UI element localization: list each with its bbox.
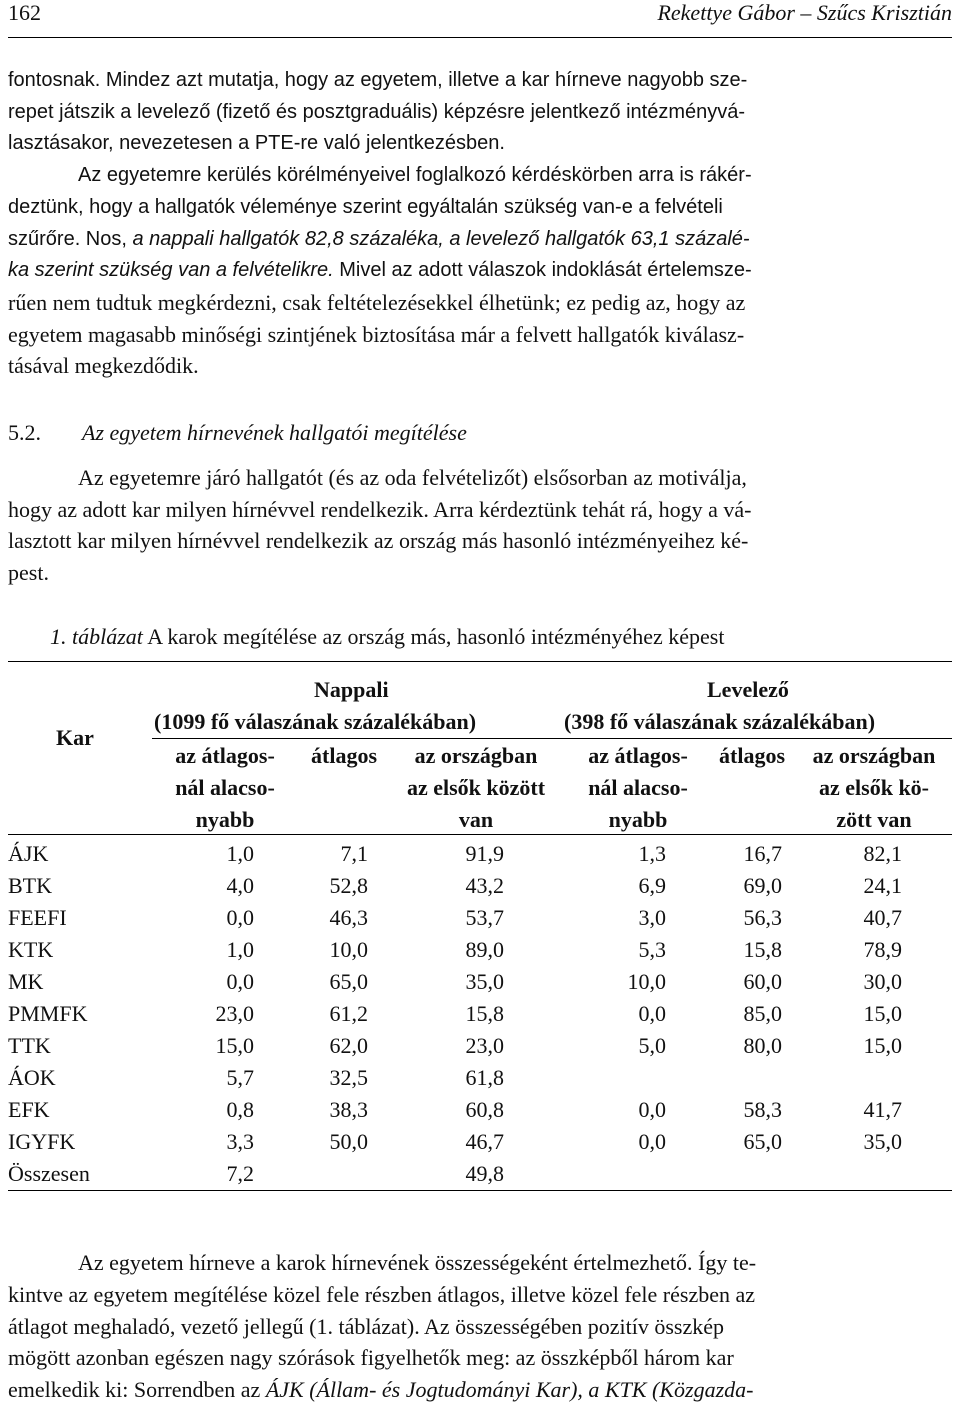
header-nappali-sub: (1099 fő válaszának százalékában) [154, 709, 477, 734]
paragraph-1 [8, 65, 952, 382]
table-cell: 30,0 [863, 969, 902, 994]
text-line [8, 255, 952, 287]
header-levelezo-top: az országban az elsők kö- zött van [812, 743, 936, 832]
text-line: fontosnak. Mindez azt mutatja, hogy az egyetem, illetve a kar hírneve nagyobb sze- [8, 69, 748, 91]
header-levelezo-avg: átlagos [719, 743, 785, 768]
table-row [8, 1126, 952, 1158]
text-span: Az egyetem hírneve a karok hírnevének összességeként értelmezhető. Így te- [78, 1250, 757, 1275]
table-cell-kar: BTK [8, 873, 52, 898]
text-line: pest. [8, 559, 49, 585]
header-nappali: Nappali [314, 677, 389, 702]
table-cell: 15,0 [863, 1001, 902, 1026]
emphasis: a nappali hallgatók 82,8 százaléka, a levelező hallgatók 63,1 százalé- [132, 227, 750, 250]
table-label: 1. táblázat [50, 624, 143, 649]
table-cell: 46,7 [465, 1129, 504, 1154]
table-cell: 4,0 [226, 873, 254, 898]
table-cell: 0,0 [638, 1129, 666, 1154]
table-body [8, 838, 952, 1190]
table-cell-kar: ÁOK [8, 1065, 56, 1090]
table-caption-text: A karok megítélése az ország más, hasonló intézményéhez képest [142, 624, 725, 649]
table-cell: 1,0 [226, 937, 254, 962]
table-cell-kar: Összesen [8, 1161, 90, 1186]
table-cell: 41,7 [863, 1097, 902, 1122]
table-cell: 78,9 [863, 937, 902, 962]
table-cell-kar: KTK [8, 937, 54, 962]
table-cell: 65,0 [329, 969, 368, 994]
table-cell: 46,3 [329, 905, 368, 930]
table-cell: 38,3 [329, 1097, 368, 1122]
table-cell: 32,5 [329, 1065, 368, 1090]
emphasis: ka szerint szükség van a felvételikre. [8, 259, 334, 282]
header-rule [8, 37, 952, 38]
page-header [8, 0, 952, 30]
text-line [8, 1247, 952, 1279]
table-cell: 89,0 [465, 937, 504, 962]
table-row [8, 902, 952, 934]
table-cell-kar: MK [8, 969, 44, 994]
table-cell: 60,8 [465, 1097, 504, 1122]
table-cell: 56,3 [743, 905, 782, 930]
table-cell: 5,7 [226, 1065, 254, 1090]
table-cell-kar: EFK [8, 1097, 50, 1122]
running-title: Rekettye Gábor – Szűcs Krisztián [657, 0, 952, 25]
header-nappali-top: az országban az elsők között van [406, 743, 546, 832]
section-number: 5.2. [8, 420, 41, 445]
table-cell: 60,0 [743, 969, 782, 994]
table-cell: 7,2 [226, 1161, 254, 1186]
text-line: deztünk, hogy a hallgatók véleménye szerint egyáltalán szükség van-e a felvételi [8, 195, 723, 218]
table-cell: 1,0 [226, 841, 254, 866]
table-cell: 15,0 [215, 1033, 254, 1058]
section-title: Az egyetem hírnevének hallgatói megítélése [82, 420, 467, 445]
table-cell: 5,0 [638, 1033, 666, 1058]
table-cell: 65,0 [743, 1129, 782, 1154]
paragraph-3 [8, 1247, 952, 1406]
table-rule-group [152, 738, 952, 739]
table-row [8, 1062, 952, 1094]
table-cell: 80,0 [743, 1033, 782, 1058]
table-cell: 91,9 [465, 841, 504, 866]
table-cell: 1,3 [638, 841, 666, 866]
table-row [8, 838, 952, 870]
table-cell: 49,8 [465, 1161, 504, 1186]
text-span: Mivel az adott válaszok indoklását értelemsze- [333, 259, 752, 282]
table-cell: 50,0 [329, 1129, 368, 1154]
text-line: kintve az egyetem megítélése közel fele részben átlagos, illetve közel fele részben az [8, 1281, 756, 1307]
table-cell: 35,0 [863, 1129, 902, 1154]
table-cell: 85,0 [743, 1001, 782, 1026]
table-cell: 3,3 [226, 1129, 254, 1154]
table-cell: 40,7 [863, 905, 902, 930]
table-row [8, 870, 952, 902]
header-levelezo-below-avg: az átlagos- nál alacso- nyabb [588, 743, 688, 832]
text-line: lasztásakor, nevezetesen a PTE-re való jelentkezésben. [8, 132, 505, 155]
section-heading [8, 420, 467, 446]
table-cell: 10,0 [627, 969, 666, 994]
table-row [8, 966, 952, 998]
table-cell: 6,9 [638, 873, 666, 898]
paragraph-2 [8, 462, 952, 588]
table-rule-top [8, 661, 952, 662]
table-cell-kar: TTK [8, 1033, 51, 1058]
table-cell: 82,1 [863, 841, 902, 866]
table-cell: 0,0 [638, 1097, 666, 1122]
table-cell: 23,0 [215, 1001, 254, 1026]
table-cell: 62,0 [329, 1033, 368, 1058]
table-cell-kar: ÁJK [8, 841, 49, 866]
text-line [8, 462, 952, 494]
table-cell: 53,7 [465, 905, 504, 930]
page-number: 162 [8, 0, 41, 25]
table-cell: 0,0 [226, 969, 254, 994]
text-line: mögött azonban egészen nagy szórások figyelhetők meg: az összképből három kar [8, 1345, 734, 1371]
text-span: Az egyetemre járó hallgatót (és az oda felvételizőt) elsősorban az motiválja, [78, 465, 747, 490]
table-cell: 5,3 [638, 937, 666, 962]
text-line [8, 224, 952, 256]
table-cell-kar: IGYFK [8, 1129, 76, 1154]
emphasis: ÁJK (Állam- és Jogtudományi Kar), a KTK (Közgazda- [265, 1377, 754, 1403]
text-line: repet játszik a levelező (fizető és posztgraduális) képzésre jelentkező intézményvá- [8, 100, 746, 123]
table-row [8, 934, 952, 966]
text-line: Az egyetemre kerülés körélményeivel foglalkozó kérdéskörben arra is rákér- [78, 164, 752, 187]
table-cell: 58,3 [743, 1097, 782, 1122]
text-line: rűen nem tudtuk megkérdezni, csak feltételezésekkel élhetünk; ez pedig az, hogy az [8, 289, 746, 315]
table-cell: 52,8 [329, 873, 368, 898]
table-rule-bottom [8, 1190, 952, 1191]
table-row [8, 998, 952, 1030]
table-cell: 61,8 [465, 1065, 504, 1090]
text-line: hogy az adott kar milyen hírnévvel rendelkezik. Arra kérdeztünk tehát rá, hogy a vá- [8, 496, 752, 522]
text-span: emelkedik ki: Sorrendben az [8, 1377, 266, 1403]
table-cell: 43,2 [465, 873, 504, 898]
table-cell: 0,0 [226, 905, 254, 930]
table-cell: 61,2 [329, 1001, 368, 1026]
text-line [8, 1374, 952, 1406]
text-line: egyetem magasabb minőségi szintjének biztosítása már a felvett hallgatók kiválasz- [8, 321, 745, 347]
table-cell: 35,0 [465, 969, 504, 994]
table-cell: 15,0 [863, 1033, 902, 1058]
header-nappali-below-avg: az átlagos- nál alacso- nyabb [175, 743, 275, 832]
table-cell-kar: PMMFK [8, 1001, 88, 1026]
table-cell: 23,0 [465, 1033, 504, 1058]
table-cell: 15,8 [743, 937, 782, 962]
table-cell: 69,0 [743, 873, 782, 898]
table-row [8, 1158, 952, 1190]
table-cell: 24,1 [863, 873, 902, 898]
header-nappali-avg: átlagos [311, 743, 377, 768]
text-line: tásával megkezdődik. [8, 353, 199, 379]
header-kar: Kar [56, 725, 94, 750]
header-levelezo-sub: (398 fő válaszának százalékában) [564, 709, 876, 734]
table-row [8, 1094, 952, 1126]
table-cell: 15,8 [465, 1001, 504, 1026]
table-cell: 0,0 [638, 1001, 666, 1026]
table-cell: 10,0 [329, 937, 368, 962]
text-line: lasztott kar milyen hírnévvel rendelkezik az ország más hasonló intézményeihez ké- [8, 528, 749, 553]
table-cell-kar: FEEFI [8, 905, 67, 930]
text-span: szűrőre. Nos, [8, 227, 133, 250]
table-row [8, 1030, 952, 1062]
text-line: átlagot meghaladó, vezető jellegű (1. táblázat). Az összességében pozitív összkép [8, 1313, 724, 1339]
header-levelezo: Levelező [707, 677, 789, 702]
table-cell: 16,7 [743, 841, 782, 866]
table-cell: 7,1 [340, 841, 368, 866]
table-caption [50, 624, 724, 650]
table-cell: 3,0 [638, 905, 666, 930]
table-cell: 0,8 [226, 1097, 254, 1122]
